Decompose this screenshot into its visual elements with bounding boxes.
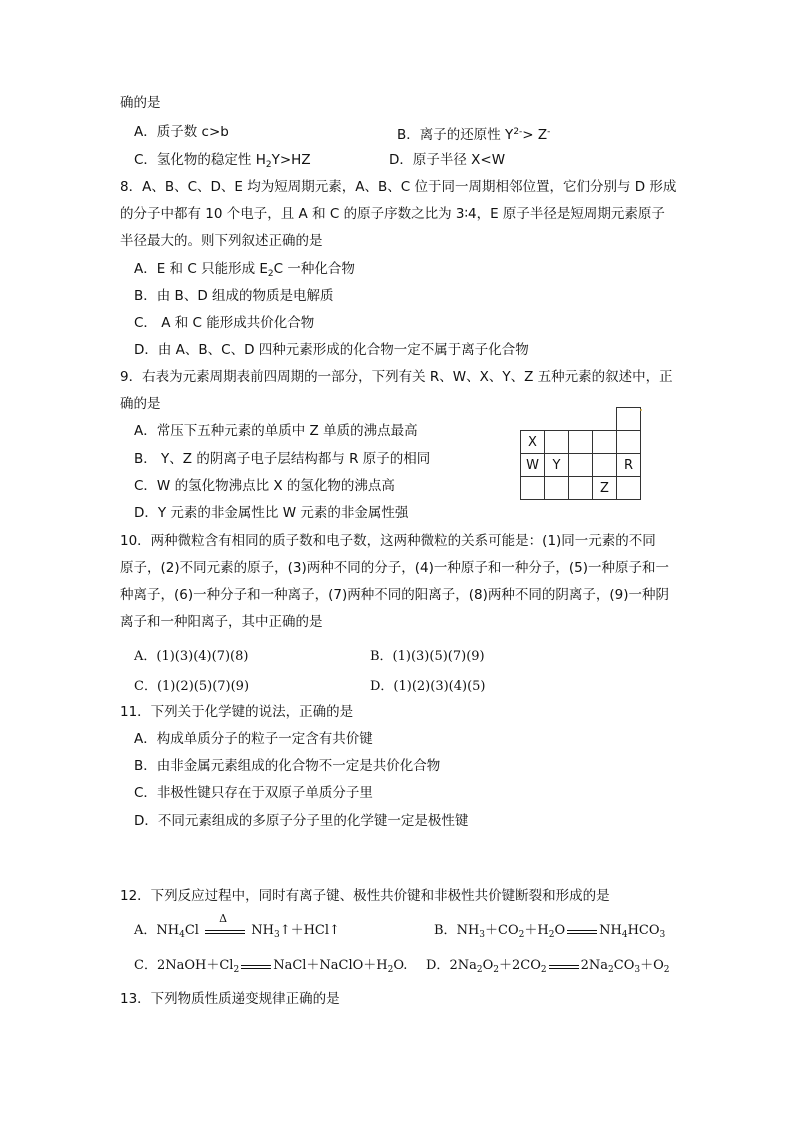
q12-option-a: A．$NH_4Cl$ Δ $NH_3↑+HCl↑$ (134, 912, 340, 940)
q10-option-d: D．(1)(2)(3)(4)(5) (370, 679, 486, 694)
q11-option-a: A．构成单质分子的粒子一定含有共价键 (134, 731, 373, 747)
q8-stem-line2: 的分子中都有 10 个电子，且 A 和 C 的原子序数之比为 3∶4，E 原子半径是短周期元素原子 (120, 206, 665, 222)
q12-option-d: D．$2Na_2O_2+2CO_2$ $2Na_2CO_3+O_2$ (426, 958, 670, 975)
table-cell-z: Z (593, 477, 617, 500)
periodic-table-row (521, 431, 641, 454)
q10-stem-line4: 离子和一种阳离子，其中正确的是 (120, 614, 323, 630)
q8-stem-line3: 半径最大的。则下列叙述正确的是 (120, 233, 323, 249)
q9-option-b: B． Y、Z 的阴离子电子层结构都与 R 原子的相同 (134, 451, 431, 467)
q10-option-b: B．(1)(3)(5)(7)(9) (370, 649, 485, 664)
q9-option-d: D．Y 元素的非金属性比 W 元素的非金属性强 (134, 505, 409, 521)
table-cell-x: X (521, 431, 545, 454)
q11-option-b: B．由非金属元素组成的化合物不一定是共价化合物 (134, 758, 441, 774)
table-cell-w: W (521, 454, 545, 477)
table-cell (617, 408, 641, 431)
q10-stem-line1: 10．两种微粒含有相同的质子数和电子数，这两种微粒的关系可能是：(1)同一元素的不同 (120, 533, 656, 549)
q10-option-c: C．(1)(2)(5)(7)(9) (134, 679, 250, 694)
q11-stem: 11．下列关于化学键的说法，正确的是 (120, 704, 354, 720)
equals-arrow (239, 957, 273, 975)
equals-arrow (203, 912, 247, 940)
q10-stem-line2: 原子，(2)不同元素的原子，(3)两种不同的分子，(4)一种原子和一种分子，(5)一种原子和一 (120, 560, 669, 576)
q9-stem-line2: 确的是 (120, 396, 161, 412)
q7-option-b: B．离子的还原性 $Y^{2-}> Z^-$ (397, 127, 551, 143)
q7-option-d: D．原子半径 X<W (389, 152, 506, 168)
q8-option-a: A．E 和 C 只能形成 $E_2C$ 一种化合物 (134, 261, 355, 279)
q8-option-d: D．由 A、B、C、D 四种元素形成的化合物一定不属于离子化合物 (134, 342, 529, 358)
q9-option-c: C．W 的氢化物沸点比 X 的氢化物的沸点高 (134, 478, 395, 494)
q8-stem-line1: 8．A、B、C、D、E 均为短周期元素，A、B、C 位于同一周期相邻位置，它们分别与 D 形成 (120, 179, 677, 195)
q12-stem: 12．下列反应过程中，同时有离子键、极性共价键和非极性共价键断裂和形成的是 (120, 888, 610, 904)
q11-option-d: D．不同元素组成的多原子分子里的化学键一定是极性键 (134, 813, 469, 829)
q12-option-b: B．$NH_3+CO_2+H_2O$ $NH_4HCO_3$ (434, 923, 666, 940)
table-cell-y: Y (545, 454, 569, 477)
q13-stem: 13．下列物质性质递变规律正确的是 (120, 991, 340, 1007)
table-cell-r: R (617, 454, 641, 477)
q7-stem-end: 确的是 (120, 95, 161, 111)
heat-symbol: Δ (219, 912, 228, 925)
q12-option-c: C．$2NaOH+Cl_2$ $NaCl+NaClO+H_2O$. (134, 958, 408, 975)
q8-option-b: B．由 B、D 组成的物质是电解质 (134, 288, 334, 304)
q9-option-a: A．常压下五种元素的单质中 Z 单质的沸点最高 (134, 423, 418, 439)
q11-option-c: C．非极性键只存在于双原子单质分子里 (134, 785, 373, 801)
q7-option-c: C．氢化物的稳定性 $H_2Y>HZ$ (134, 152, 311, 170)
periodic-table-row (521, 408, 641, 431)
equals-arrow (565, 922, 599, 940)
q10-option-a: A．(1)(3)(4)(7)(8) (134, 649, 249, 664)
periodic-table-row (521, 454, 641, 477)
periodic-table-row (521, 477, 641, 500)
q7-option-a: A．质子数 c>b (134, 124, 229, 140)
periodic-table-fragment (520, 407, 641, 500)
q10-stem-line3: 种离子，(6)一种分子和一种离子，(7)两种不同的阳离子，(8)两种不同的阴离子，(9)一种阴 (120, 587, 669, 603)
stray-mark (640, 409, 642, 411)
q8-option-c: C． A 和 C 能形成共价化合物 (134, 315, 315, 331)
q9-stem-line1: 9．右表为元素周期表前四周期的一部分，下列有关 R、W、X、Y、Z 五种元素的叙述中，正 (120, 369, 673, 385)
equals-arrow (547, 957, 581, 975)
